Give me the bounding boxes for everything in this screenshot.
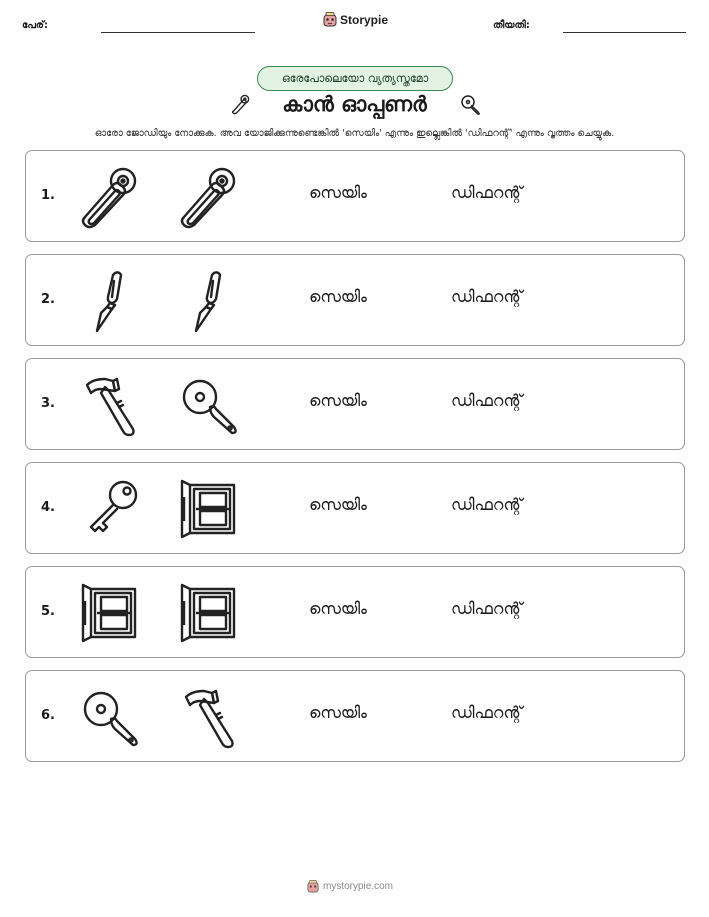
date-label: തീയതി:	[493, 20, 530, 31]
option-same[interactable]: സെയിം	[309, 599, 367, 618]
option-same[interactable]: സെയിം	[309, 287, 367, 306]
activity-badge: ഒരേപോലെയോ വ്യത്യസ്തമോ	[257, 66, 453, 91]
row-number: 6.	[41, 708, 55, 723]
pair-row-5	[25, 566, 685, 658]
pizza-cutter-icon	[178, 373, 242, 437]
key-icon	[79, 477, 143, 541]
row-number: 2.	[41, 292, 55, 307]
craft-knife-icon	[178, 269, 242, 333]
craft-knife-icon	[79, 269, 143, 333]
row-number: 5.	[41, 604, 55, 619]
row-number: 1.	[41, 188, 55, 203]
cabinet-icon	[178, 477, 242, 541]
name-label: പേര്:	[22, 20, 48, 31]
option-same[interactable]: സെയിം	[309, 703, 367, 722]
storypie-mascot-icon	[323, 12, 337, 27]
cabinet-icon	[79, 581, 143, 645]
option-different[interactable]: ഡിഫറന്റ്	[451, 287, 523, 306]
hammer-icon	[178, 685, 242, 749]
rotary-cutter-icon	[178, 165, 242, 229]
pair-row-4	[25, 462, 685, 554]
pair-row-2	[25, 254, 685, 346]
pair-row-3	[25, 358, 685, 450]
option-same[interactable]: സെയിം	[309, 391, 367, 410]
instructions: ഓരോ ജോഡിയും നോക്കുക. അവ യോജിക്കുന്നുണ്ടെങ്കിൽ 'സെയിം' എന്നും ഇല്ലെങ്കിൽ 'ഡിഫറന്റ്' എന്നും വൃത്തം ചെയ്യുക.	[94, 128, 615, 139]
option-same[interactable]: സെയിം	[309, 495, 367, 514]
date-line[interactable]	[563, 32, 686, 33]
cabinet-icon	[178, 581, 242, 645]
option-same[interactable]: സെയിം	[309, 183, 367, 202]
option-different[interactable]: ഡിഫറന്റ്	[451, 183, 523, 202]
option-different[interactable]: ഡിഫറന്റ്	[451, 495, 523, 514]
rotary-cutter-icon	[79, 165, 143, 229]
option-different[interactable]: ഡിഫറന്റ്	[451, 703, 523, 722]
pizza-cutter-icon	[459, 93, 483, 121]
option-different[interactable]: ഡിഫറന്റ്	[451, 599, 523, 618]
title-row	[0, 92, 709, 120]
pair-row-6	[25, 670, 685, 762]
pair-row-1	[25, 150, 685, 242]
brand-logo	[323, 12, 388, 27]
name-line[interactable]	[101, 32, 255, 33]
row-number: 4.	[41, 500, 55, 515]
row-number: 3.	[41, 396, 55, 411]
hammer-icon	[79, 373, 143, 437]
brand-name: Storypie	[340, 12, 389, 27]
page-title: കാൻ ഓപ്പണർ	[282, 92, 427, 116]
pizza-cutter-icon	[79, 685, 143, 749]
storypie-mascot-icon	[307, 880, 319, 893]
footer	[307, 880, 393, 893]
footer-site[interactable]: mystorypie.com	[323, 881, 394, 892]
option-different[interactable]: ഡിഫറന്റ്	[451, 391, 523, 410]
